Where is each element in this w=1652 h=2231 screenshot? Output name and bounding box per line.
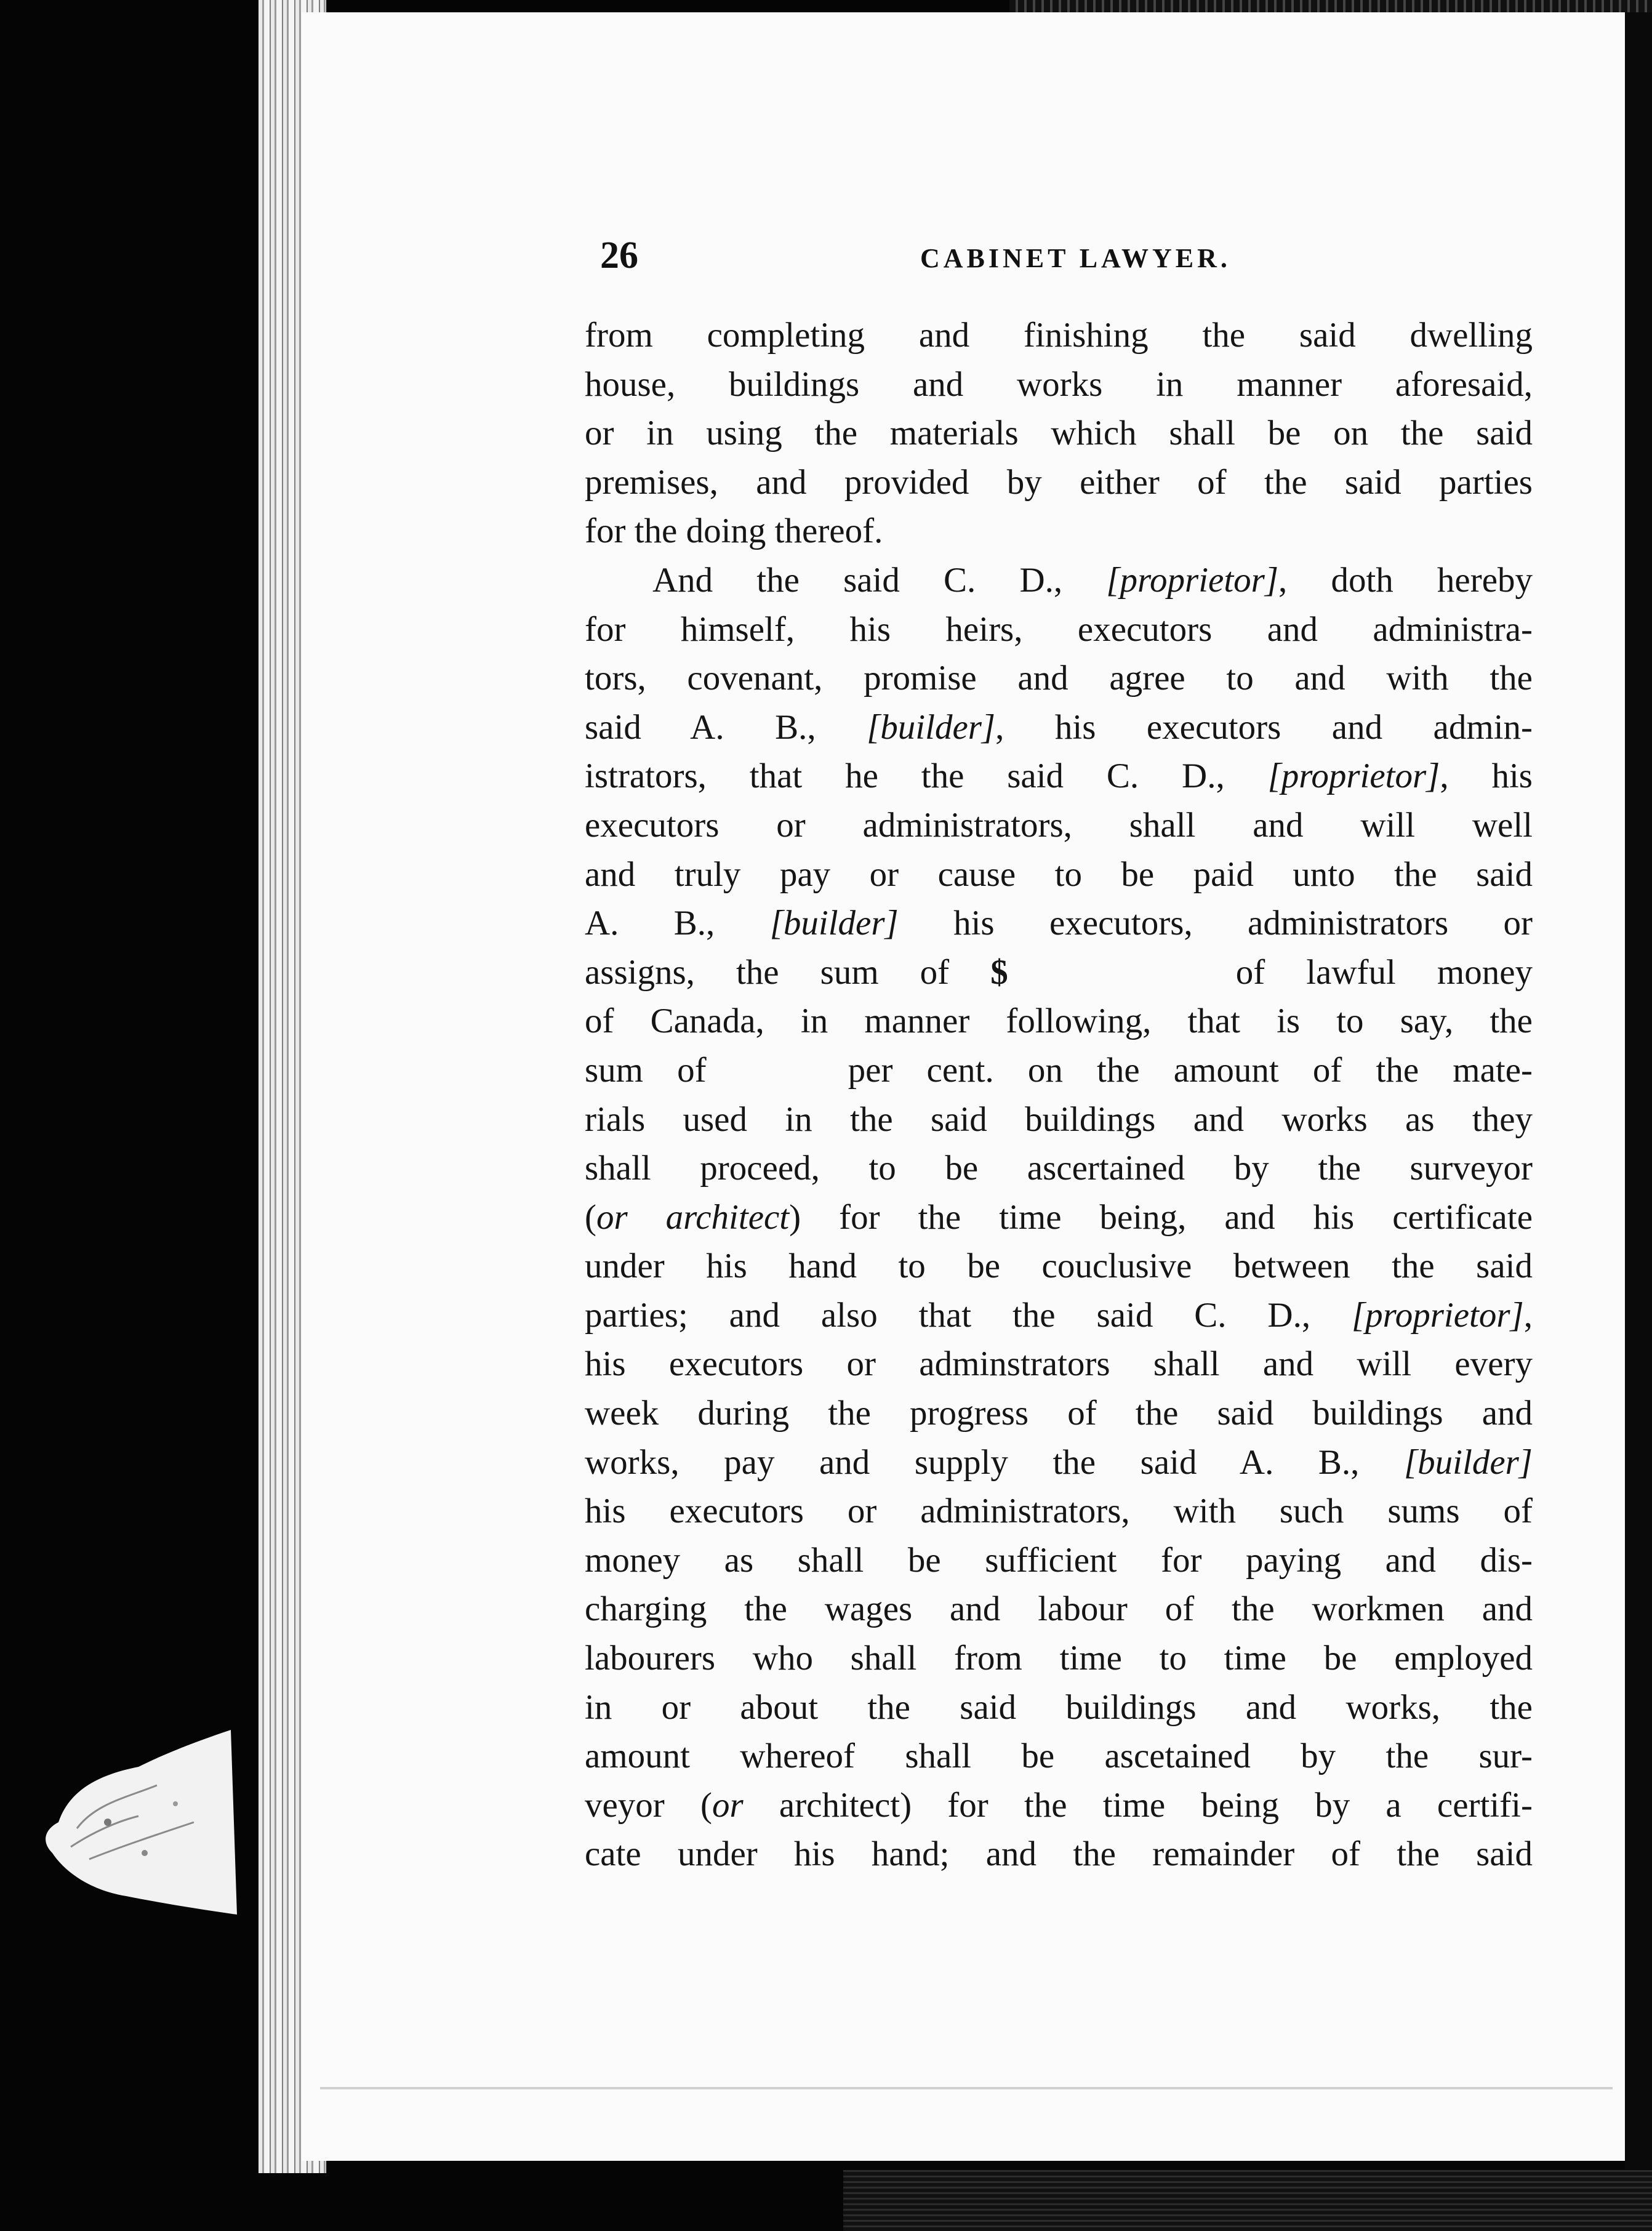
text-line: his executors or adminstrators shall and will every: [585, 1345, 1533, 1384]
text-line: [585, 752, 1533, 801]
text-run: architect) for the time being by a certifi-: [743, 1785, 1533, 1825]
running-head: CABINET LAWYER.: [920, 243, 1231, 273]
text-run: And the said C. D.,: [652, 560, 1107, 600]
text-line: his executors or administrators, with such sums of: [585, 1492, 1533, 1531]
text-line: shall proceed, to be ascertained by the surveyor: [585, 1149, 1533, 1188]
text-line: and truly pay or cause to be paid unto the said: [585, 854, 1533, 894]
italic-run: [proprietor]: [1267, 757, 1440, 796]
italic-run: or: [712, 1785, 744, 1825]
text-line: for the doing thereof.: [585, 512, 883, 551]
text-run: said A. B.,: [585, 707, 867, 747]
text-line: money as shall be sufficient for paying and dis-: [585, 1540, 1533, 1580]
text-line: house, buildings and works in manner aforesaid,: [585, 364, 1533, 404]
text-run: per cent. on the amount of the mate-: [848, 1050, 1533, 1090]
text-run: assigns, the sum of: [585, 952, 991, 992]
text-line: for himself, his heirs, executors and administra-: [585, 609, 1533, 649]
text-run: parties; and also that the said C. D.,: [585, 1295, 1352, 1335]
italic-run: [builder]: [1403, 1442, 1533, 1482]
italic-run: or architect: [596, 1197, 790, 1237]
text-line: executors or administrators, shall and will well: [585, 805, 1533, 845]
top-scan-artifact: [1009, 0, 1652, 12]
italic-run: [builder]: [867, 707, 996, 747]
text-run: , doth hereby: [1278, 560, 1533, 600]
text-run: veyor (: [585, 1785, 712, 1825]
text-run: ) for the time being, and his certificate: [789, 1197, 1533, 1237]
text-run: istrators, that he the said C. D.,: [585, 757, 1268, 796]
text-run: works, pay and supply the said A. B.,: [585, 1442, 1404, 1482]
text-line: charging the wages and labour of the workmen and: [585, 1590, 1533, 1629]
italic-run: [proprietor]: [1106, 560, 1279, 600]
text-run: A. B.,: [585, 904, 770, 943]
right-scan-edge: [1625, 12, 1652, 2170]
body-text: [585, 311, 1533, 1879]
text-line: [585, 1291, 1533, 1340]
text-line: labourers who shall from time to time be employed: [585, 1639, 1533, 1678]
text-line: rials used in the said buildings and works as they: [585, 1099, 1533, 1139]
text-run: , his: [1440, 757, 1533, 796]
italic-run: [proprietor]: [1351, 1295, 1524, 1335]
text-line: [585, 556, 1533, 605]
text-line: cate under his hand; and the remainder of the said: [585, 1835, 1533, 1874]
text-line: [585, 1193, 1533, 1242]
text-line: from completing and finishing the said dwelling: [585, 316, 1533, 355]
text-line: amount whereof shall be ascetained by the sur-: [585, 1737, 1533, 1776]
text-line: premises, and provided by either of the said parties: [585, 462, 1533, 502]
text-run: ,: [1523, 1295, 1533, 1335]
text-line: of Canada, in manner following, that is to say, the: [585, 1002, 1533, 1041]
text-line: in or about the said buildings and works, the: [585, 1687, 1533, 1727]
text-run: (: [585, 1197, 596, 1237]
text-run: his executors, administrators or: [898, 904, 1533, 943]
page-bottom-edge: [320, 2087, 1613, 2089]
text-line: under his hand to be couclusive between the said: [585, 1247, 1533, 1286]
text-line: [585, 1781, 1533, 1830]
text-line: week during the progress of the said buildings and: [585, 1394, 1533, 1433]
text-line: [585, 899, 1533, 948]
text-line: [585, 1046, 1533, 1095]
text-line: [585, 703, 1533, 752]
bottom-scan-artifact: [843, 2170, 1652, 2231]
text-line: or in using the materials which shall be on the said: [585, 414, 1533, 453]
text-run: of lawful money: [1235, 952, 1533, 992]
text-run: , his executors and admin-: [995, 707, 1533, 747]
text-line: tors, covenant, promise and agree to and with the: [585, 659, 1533, 698]
page-number: 26: [600, 235, 638, 276]
torn-corner-damage: [34, 1730, 237, 1915]
text-line: [585, 948, 1533, 997]
italic-run: [builder]: [769, 904, 899, 943]
dollar-sign: $: [990, 952, 1008, 992]
running-header: [600, 234, 1536, 283]
text-run: sum of: [585, 1050, 707, 1090]
text-line: [585, 1438, 1533, 1487]
